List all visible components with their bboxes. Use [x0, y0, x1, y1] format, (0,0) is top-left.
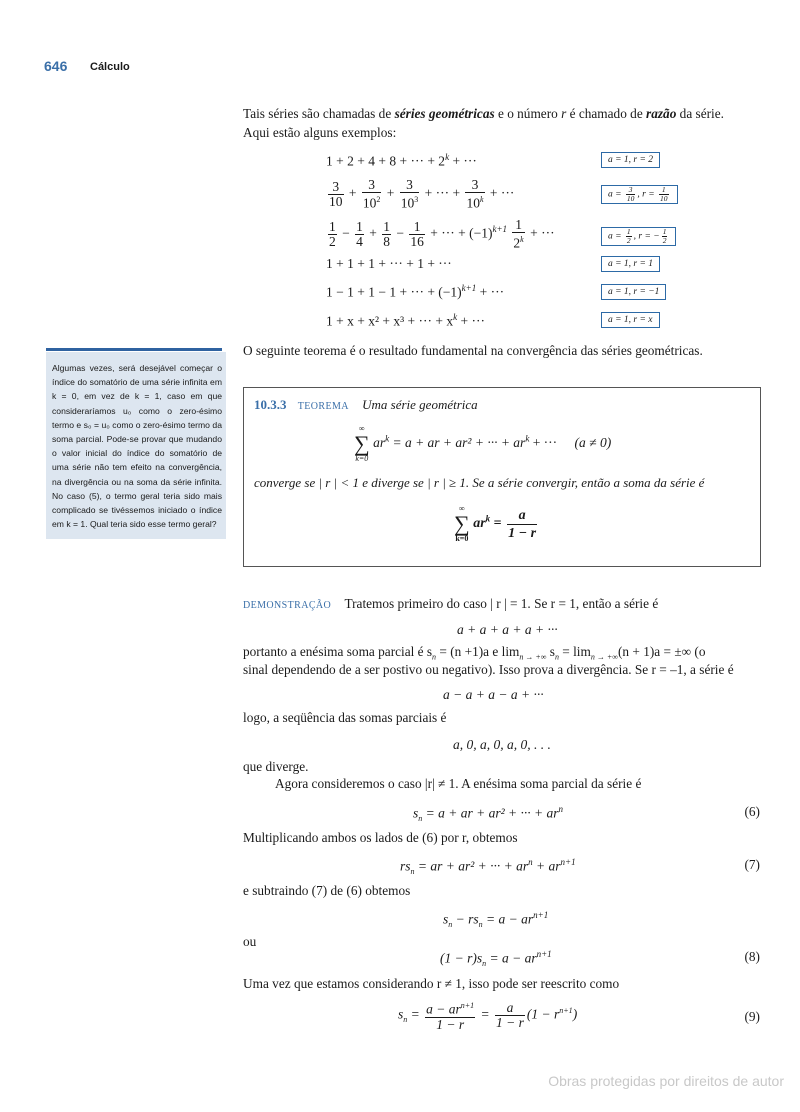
proof-eq-1: a + a + a + a + ···	[457, 622, 558, 637]
proof-line-10: Uma vez que estamos considerando r ≠ 1, isso pode ser reescrito como	[243, 976, 620, 991]
proof-eq-2: a − a + a − a + ···	[443, 687, 544, 702]
theorem-result: ∞ ∑ k=0 $ar^k$ = $\frac{a}{1 - r}$	[454, 504, 537, 543]
eq-number-9: (9)	[744, 1009, 760, 1024]
proof-eq-8: $(1 - r)s_n = a - ar^{n+1}$	[440, 949, 552, 969]
example-5-tag: a = 1, r = −1	[601, 284, 666, 300]
page-number: 646	[44, 58, 68, 74]
proof-line-7: Multiplicando ambos os lados de (6) por r, obtemos	[243, 830, 518, 845]
example-2-tag: a = $\frac{3}{10}$ , r = $\frac{1}{10}$	[601, 185, 678, 204]
proof-line-5: que diverge.	[243, 759, 309, 774]
intro-r: r	[561, 106, 567, 121]
copyright-watermark: Obras protegidas por direitos de autor	[548, 1073, 784, 1089]
eq-number-6: (6)	[744, 804, 760, 819]
theorem-lead: O seguinte teorema é o resultado fundamental na convergência das séries geométricas.	[243, 343, 703, 358]
proof-line-3: sinal dependendo de a ser postivo ou negativo). Isso prova a divergência. Se r = –1, a série é	[243, 662, 734, 677]
example-6-tag: a = 1, r = x	[601, 312, 660, 328]
theorem-number: 10.3.3	[254, 397, 287, 412]
intro-text-3: é chamado de	[566, 106, 647, 121]
theorem-label: TEOREMA	[297, 401, 349, 412]
proof-line-9: ou	[243, 934, 257, 949]
intro-text-1: Tais séries são chamadas de	[243, 106, 395, 121]
example-2: $\frac{3}{10}$ + $\frac{3}{10^2}$ + $\frac{3}{10^3}$ + ··· + $\frac{3}{10^k}$ + ···	[329, 177, 515, 211]
proof-line-2: portanto a enésima soma parcial é $s_n = (n +1)a$ e $\lim_{n \to +\infty} s_n = \lim_{n \to +\infty}(n + 1)a$ = ±∞ (o	[243, 644, 706, 662]
sidebar-rule	[46, 348, 222, 351]
example-1: 1 + 2 + 4 + 8 + ··· + $2^k$ + ···	[326, 152, 477, 169]
example-5: 1 − 1 + 1 − 1 + ··· + $(-1)^{k+1}$ + ···	[326, 283, 505, 300]
proof-eq-6: $s_n = a$ + ar + ar² + ··· + $ar^n$	[413, 804, 563, 824]
example-4-tag: a = 1, r = 1	[601, 256, 660, 272]
example-3: $\frac{1}{2}$ − $\frac{1}{4}$ + $\frac{1}{8}$ − $\frac{1}{16}$ + ··· + $(-1)^{k+1}$ $\frac{1}{2^k}$ + ···	[329, 217, 555, 251]
intro-paragraph	[243, 104, 763, 142]
theorem-formula: ∞ ∑ k=0 $ar^k = a$ + ar + ar² + ··· + $ar^k$ + ··· (a ≠ 0)	[354, 424, 612, 463]
proof-eq-3: a, 0, a, 0, a, 0, . . .	[453, 737, 551, 752]
intro-text-5: Aqui estão alguns exemplos:	[243, 125, 397, 140]
example-4: 1 + 1 + 1 + ··· + 1 + ···	[326, 256, 452, 271]
book-title: Cálculo	[90, 61, 130, 73]
example-6: 1 + x + x² + x³ + ··· + $x^k$ + ···	[326, 312, 486, 329]
proof-label: DEMONSTRAÇÃO	[243, 600, 332, 611]
proof-line-8: e subtraindo (7) de (6) obtemos	[243, 883, 411, 898]
term-series-geometricas: séries geométricas	[394, 106, 495, 121]
proof-line-1: DEMONSTRAÇÃO Tratemos primeiro do caso | r | = 1. Se r = 1, então a série é	[243, 596, 659, 611]
example-3-tag: a = $\frac{1}{2}$ , r = − $\frac{1}{2}$	[601, 227, 676, 246]
proof-eq-sub: $s_n - rs_n = a - ar^{n+1}$	[443, 910, 549, 930]
intro-text-4: da série.	[676, 106, 724, 121]
proof-eq-7: $rs_n$ = ar + ar² + ··· + $ar^n + ar^{n+1}$	[400, 857, 576, 877]
theorem-heading	[254, 397, 478, 413]
proof-eq-9: $s_n$ = $\frac{a - ar^{n+1}}{1 - r}$ = $\frac{a}{1 - r}$ $(1 - r^{n+1})$	[398, 999, 578, 1032]
theorem-title: Uma série geométrica	[362, 397, 478, 412]
term-razao: razão	[646, 106, 677, 121]
sidebar-note: Algumas vezes, será desejável começar o índice do somatório de uma série infinita em k = 0, em vez de k = 1, caso em que consideraríamos u₀ como o zero-ésimo termo e s₀ = u₀ como o zero-ésimo termo da soma parcial. Pode-se provar que mudando o valor inicial do índice do somatório de uma série não tem efeito na convergência, na divergência ou na soma da série infinita. No caso (5), o termo geral teria sido mais complicado se tivéssemos iniciado o índice em k = 1. Qual teria sido esse termo geral?	[46, 352, 226, 539]
proof-line-4: logo, a seqüência das somas parciais é	[243, 710, 447, 725]
proof-line-6: Agora consideremos o caso |r| ≠ 1. A enésima soma parcial da série é	[275, 776, 642, 791]
theorem-box	[243, 387, 761, 567]
eq-number-8: (8)	[744, 949, 760, 964]
eq-number-7: (7)	[744, 857, 760, 872]
theorem-statement: converge se | r | < 1 e diverge se | r | ≥ 1. Se a série convergir, então a soma da série é	[254, 475, 705, 490]
intro-text-2: e o número	[494, 106, 562, 121]
example-1-tag: a = 1, r = 2	[601, 152, 660, 168]
